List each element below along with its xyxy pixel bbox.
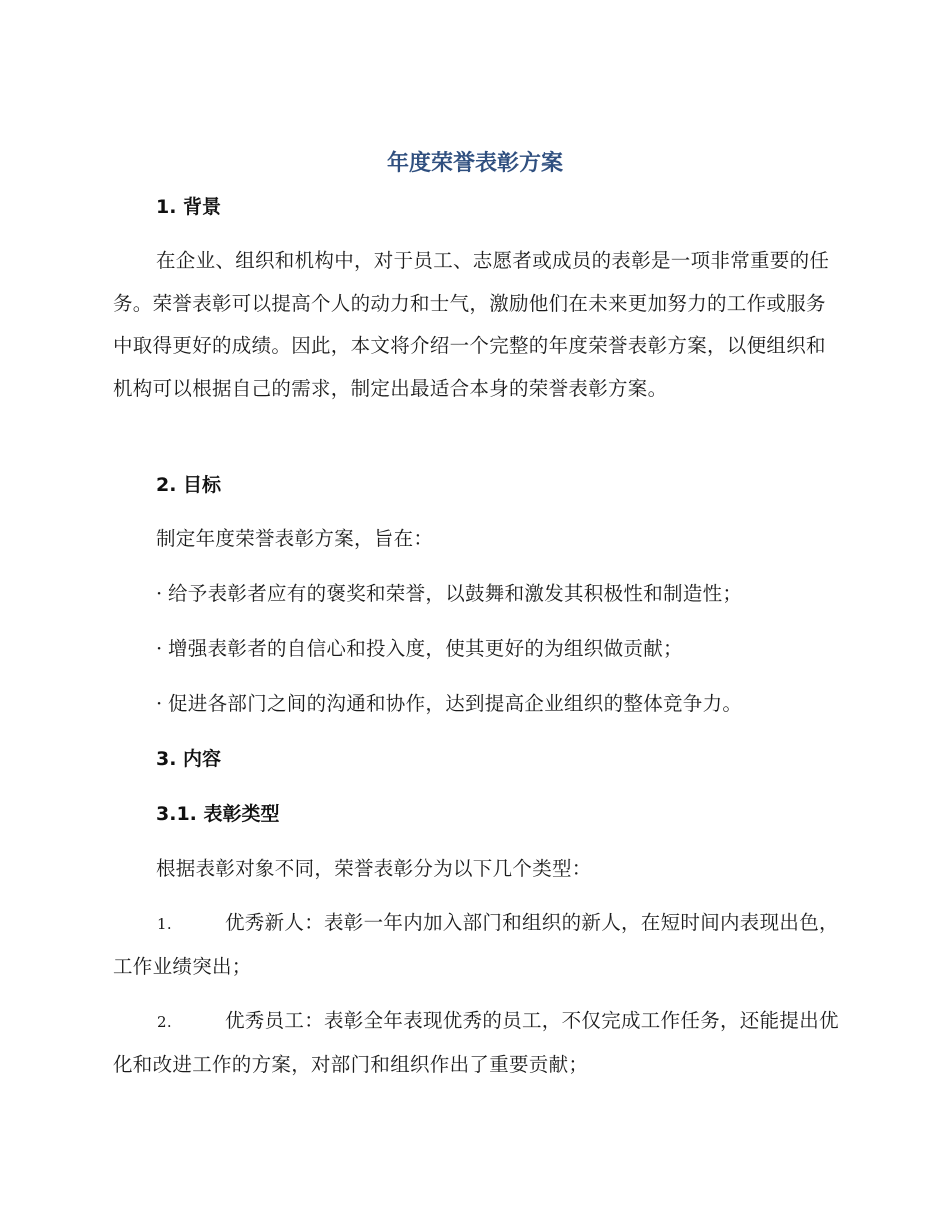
item-number: 1. (157, 915, 172, 933)
goal-bullet-text: 增强表彰者的自信心和投入度，使其更好的为组织做贡献； (168, 637, 683, 660)
bullet-symbol: · (156, 637, 163, 660)
section-heading-background: 1. 背景 (156, 196, 222, 218)
item-number: 2. (157, 1013, 172, 1031)
item-text: 优秀员工：表彰全年表现优秀的员工，不仅完成工作任务，还能提出优化和改进工作的方案，对部门和组织作出了重要贡献； (113, 1009, 839, 1076)
bullet-symbol: · (156, 582, 163, 605)
section-heading-content: 3. 内容 (156, 748, 222, 770)
document-title: 年度荣誉表彰方案 (386, 151, 563, 176)
award-type-item-1 (113, 902, 843, 988)
goal-bullet-1 (156, 579, 742, 609)
award-types-intro: 根据表彰对象不同，荣誉表彰分为以下几个类型： (156, 857, 592, 880)
goal-bullet-text: 促进各部门之间的沟通和协作，达到提高企业组织的整体竞争力。 (168, 692, 743, 715)
subsection-heading-award-types: 3.1. 表彰类型 (156, 803, 280, 825)
goal-bullet-3 (156, 689, 742, 719)
section-heading-goals: 2. 目标 (156, 474, 222, 496)
background-paragraph: 在企业、组织和机构中，对于员工、志愿者或成员的表彰是一项非常重要的任务。荣誉表彰可以提高个人的动力和士气，激励他们在未来更加努力的工作或服务中取得更好的成绩。因此，本文将介绍一个完整的年度荣誉表彰方案，以便组织和机构可以根据自己的需求，制定出最适合本身的荣誉表彰方案。 (113, 249, 830, 400)
goals-intro: 制定年度荣誉表彰方案，旨在： (156, 527, 434, 550)
item-text: 优秀新人：表彰一年内加入部门和组织的新人，在短时间内表现出色，工作业绩突出； (113, 911, 839, 978)
goal-bullet-text: 给予表彰者应有的褒奖和荣誉，以鼓舞和激发其积极性和制造性； (168, 582, 743, 605)
goal-bullet-2 (156, 634, 683, 664)
bullet-symbol: · (156, 692, 163, 715)
award-type-item-2 (113, 1000, 843, 1086)
